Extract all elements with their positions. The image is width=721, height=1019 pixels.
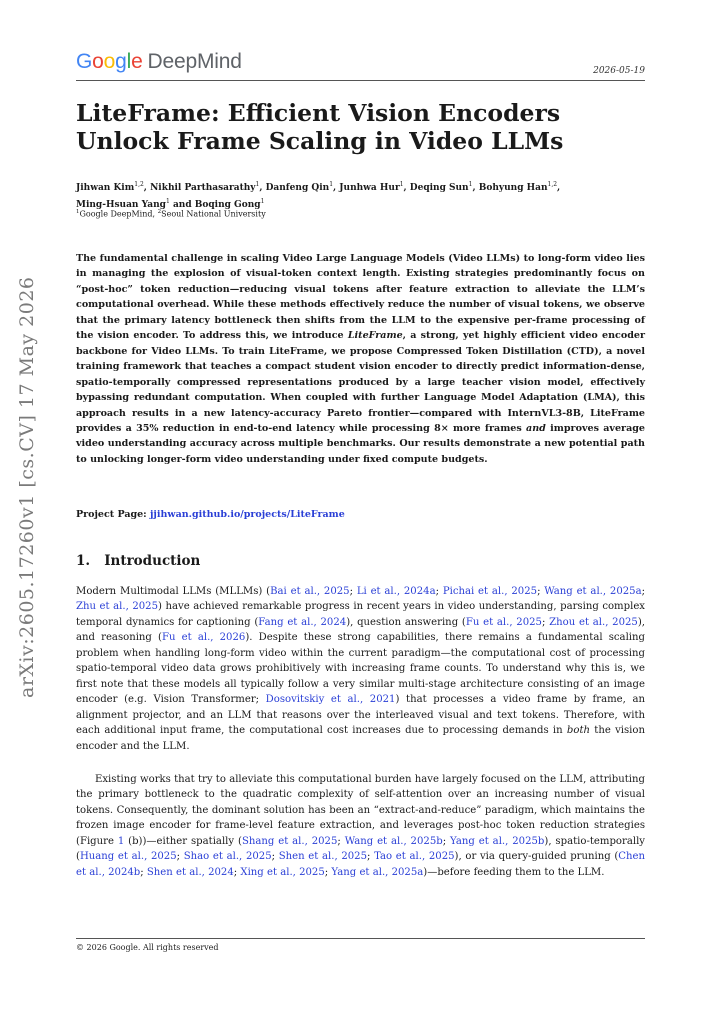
citation-link[interactable]: Shao et al., 2025 (183, 851, 272, 863)
affil-mark: 2 (157, 209, 162, 215)
author-name: Deqing Sun (409, 183, 469, 193)
author-name: Nikhil Parthasarathy (150, 183, 256, 193)
paper-title: LiteFrame: Efficient Vision Encoders Unlock Frame Scaling in Video LLMs (76, 99, 564, 155)
citation-link[interactable]: Shen et al., 2024 (146, 866, 234, 878)
author-name: Bohyung Han (478, 183, 548, 193)
citation-link[interactable]: Fu et al., 2025 (465, 616, 542, 628)
logo-letter: g (115, 50, 127, 73)
citation-link[interactable]: Pichai et al., 2025 (442, 586, 538, 597)
citation-link[interactable]: 1 (117, 835, 125, 847)
citation-link[interactable]: Zhou et al., 2025 (549, 616, 638, 628)
author-separator: , (557, 183, 561, 193)
paragraph-text: ; (541, 616, 550, 628)
paragraph-text: Existing works that try to alleviate this computational burden have largely focused on the LLM, attributing the primary bottleneck to the quadratic complexity of self-attention over an increasing number of visual tokens. Consequently, the dominant solution has been an “extract-and-reduce” paradigm, which maintains the frozen image encoder for frame-level feature extraction, and leverages post-hoc token reduction strategies (Figure (76, 774, 645, 847)
paragraph-text: ). Despite these strong capabilities, there remains a fundamental scaling problem when handling long-form video within the current paradigm—the computational cost of processing spatio-temporal video data grows prohibitively with increasing frame counts. To understand why this is, we first note that these models all typically follow a very similar multi-stage architecture consisting of an image encoder (e.g. Vision Transformer; (76, 632, 645, 706)
paragraph-text: ; (349, 586, 357, 597)
intro-paragraph-1 (76, 584, 645, 754)
abstract-text: , a strong, yet highly efficient video encoder backbone for Video LLMs. To train LiteFrame, we propose Compressed Token Distillation (CTD), a novel training framework that teaches a compact student vision encoder to directly predict information-dense, spatio-temporally compressed representations produced by a large teacher vision model, effectively bypassing redundant computation. When coupled with further Language Model Adaptation (LMA), this approach results in a new latency-accuracy Pareto frontier—compared with InternVL3-8B, LiteFrame provides a 35% reduction in end-to-end latency while processing 8× more frames (76, 330, 645, 434)
paragraph-text: ; (435, 586, 443, 597)
paragraph-text: ; (324, 866, 332, 878)
logo-deepmind-text: DeepMind (147, 50, 242, 73)
header-divider (76, 80, 645, 81)
author-separator: , (472, 183, 479, 193)
logo-letter: o (92, 50, 104, 73)
paragraph-text: ) that processes a video frame by frame, an alignment projector, and an LLM that reasons over the interleaved visual and text tokens. Therefore, with each additional input frame, the computational cost increases due to processing demands in (76, 694, 645, 737)
citation-link[interactable]: Dosovitskiy et al., 2021 (265, 694, 396, 706)
paragraph-text: ; (537, 586, 545, 597)
page-header (76, 50, 645, 80)
abstract-emphasis: and (526, 422, 546, 434)
logo-letter: o (103, 50, 116, 73)
author-affil-mark: 1 (165, 198, 170, 205)
affil-name: Seoul National University (161, 209, 266, 219)
footer-divider (76, 938, 645, 939)
affiliations (76, 207, 266, 220)
author-affil-mark: 1,2 (547, 181, 558, 188)
section-title: Introduction (104, 553, 201, 569)
abstract-text: improves average video understanding accuracy across multiple benchmarks. Our results demonstrate a new potential path to unlocking longer-form video understanding under fixed compute budgets. (76, 422, 646, 465)
citation-link[interactable]: Li et al., 2024a (356, 586, 436, 597)
google-deepmind-logo (76, 50, 242, 74)
citation-link[interactable]: Xing et al., 2025 (240, 866, 325, 878)
author-affil-mark: 1 (260, 198, 265, 205)
author-name: Junhwa Hur (339, 183, 400, 193)
author-affil-mark: 1 (255, 181, 260, 188)
paragraph-text: ; (641, 586, 646, 597)
citation-link[interactable]: Yang et al., 2025a (331, 866, 424, 878)
author-affil-mark: 1,2 (134, 181, 144, 188)
author-name: Danfeng Qin (265, 183, 330, 193)
citation-link[interactable]: Huang et al., 2025 (79, 851, 177, 863)
logo-letter: l (126, 50, 132, 73)
paragraph-text: ) have achieved remarkable progress in recent years in video understanding, parsing complex temporal dynamics for captioning ( (76, 601, 645, 628)
paragraph-text: ; (442, 835, 450, 847)
citation-link[interactable]: Wang et al., 2025b (344, 835, 443, 847)
paragraph-text: the vision encoder and the LLM. (76, 725, 645, 752)
author-affil-mark: 1 (468, 181, 473, 188)
author-separator: and (169, 200, 195, 210)
citation-link[interactable]: Zhu et al., 2025 (76, 601, 159, 613)
citation-link[interactable]: Yang et al., 2025b (450, 835, 545, 847)
paragraph-text: ; (337, 835, 345, 847)
paragraph-text: (b))—either spatially ( (124, 835, 242, 847)
affil-mark: 1 (76, 209, 80, 215)
project-page (76, 509, 345, 520)
citation-link[interactable]: Fu et al., 2026 (161, 632, 246, 644)
affil-separator: , (152, 209, 158, 219)
paragraph-text: )—before feeding them to the LLM. (423, 866, 605, 878)
paragraph-text: ), and reasoning ( (76, 616, 646, 644)
author-name: Ming-Hsuan Yang (76, 200, 166, 210)
paragraph-text: ; (367, 851, 375, 863)
paragraph-text: ; (176, 851, 184, 863)
author-separator: , (143, 183, 151, 193)
paragraph-text: ; (233, 866, 241, 878)
paragraph-text: ; (271, 851, 279, 863)
citation-link[interactable]: Tao et al., 2025 (374, 851, 455, 863)
citation-link[interactable]: Wang et al., 2025a (544, 586, 642, 597)
logo-letter: e (131, 50, 143, 73)
affil-name: Google DeepMind (79, 209, 153, 219)
citation-link[interactable]: Shen et al., 2025 (278, 851, 368, 863)
citation-link[interactable]: Bai et al., 2025 (270, 586, 350, 597)
section-number: 1. (76, 553, 91, 569)
publication-date: 2026-05-19 (593, 66, 645, 76)
paragraph-text: ; (140, 866, 147, 878)
citation-link[interactable]: Chen et al., 2024b (76, 851, 645, 878)
author-separator: , (333, 183, 340, 193)
author-name: Jihwan Kim (76, 183, 135, 193)
author-affil-mark: 1 (399, 181, 404, 188)
logo-letter: G (76, 50, 93, 73)
abstract (76, 251, 645, 467)
citation-link[interactable]: Shang et al., 2025 (241, 835, 338, 847)
author-separator: , (403, 183, 410, 193)
paragraph-text: Modern Multimodal LLMs (MLLMs) ( (76, 586, 271, 597)
paragraph-text: ), or via query-guided pruning ( (454, 851, 619, 863)
author-name: Boqing Gong (194, 200, 261, 210)
paragraph-text: ), spatio-temporally ( (76, 835, 646, 863)
intro-paragraph-2 (76, 772, 645, 880)
section-heading (76, 553, 200, 569)
emphasis: both (566, 725, 591, 737)
copyright-footer: © 2026 Google. All rights reserved (76, 943, 219, 952)
project-page-label: Project Page: (76, 509, 150, 520)
abstract-text: The fundamental challenge in scaling Video Large Language Models (Video LLMs) to long-form video lies in managing the explosion of visual-token context length. Existing strategies predominantly focus on “post-hoc” token reduction—reducing visual tokens after feature extraction to alleviate the LLM’s computational overhead. While these methods effectively reduce the number of visual tokens, we observe that the primary latency bottleneck then shifts from the LLM to the expensive per-frame processing of the vision encoder. To address this, we introduce (76, 253, 645, 342)
paragraph-text: ), question answering ( (346, 616, 466, 628)
author-separator: , (259, 183, 266, 193)
arxiv-stamp: arXiv:2605.17260v1 [cs.CV] 17 May 2026 (16, 276, 38, 698)
project-page-link[interactable]: jjihwan.github.io/projects/LiteFrame (150, 509, 345, 520)
citation-link[interactable]: Fang et al., 2024 (258, 616, 347, 628)
abstract-emphasis: LiteFrame (347, 330, 403, 342)
author-affil-mark: 1 (329, 181, 334, 188)
